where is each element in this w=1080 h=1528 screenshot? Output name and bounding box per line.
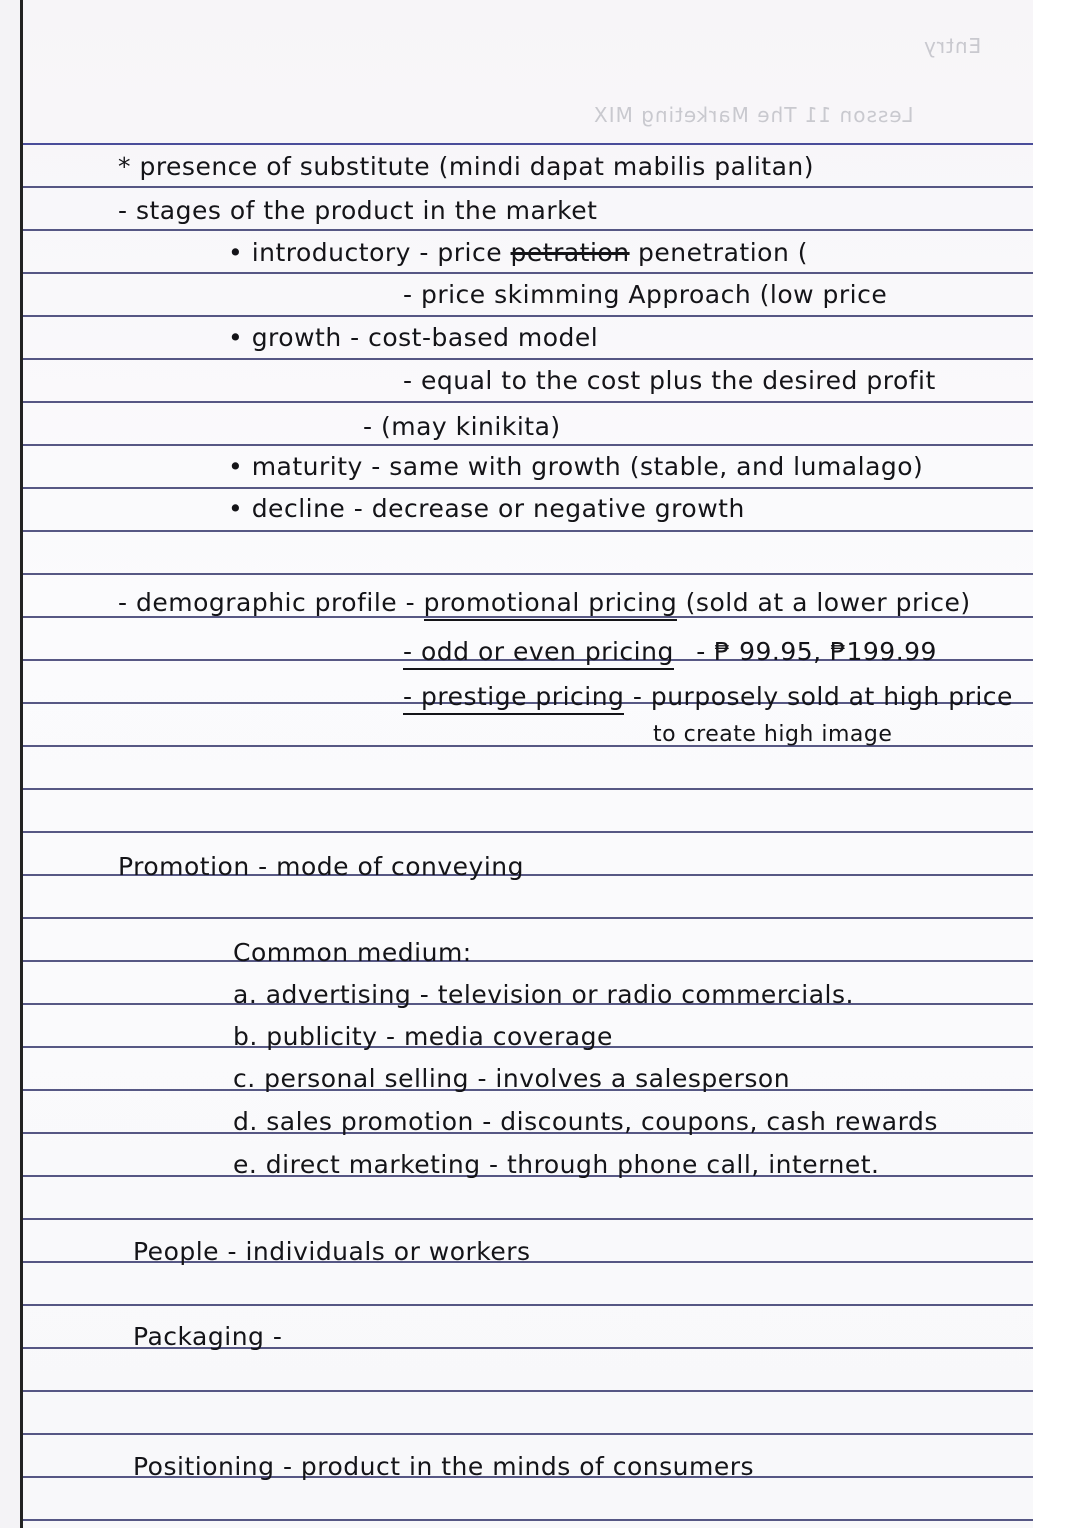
ruled-line xyxy=(23,917,1036,919)
note-line-maturity: • maturity - same with growth (stable, and lumalago) xyxy=(228,452,924,481)
ruled-line xyxy=(23,272,1036,274)
ruled-line xyxy=(23,143,1036,145)
note-line-kinikita: - (may kinikita) xyxy=(363,412,561,441)
ruled-line xyxy=(23,573,1036,575)
ruled-line xyxy=(23,229,1036,231)
note-heading-people: People - individuals or workers xyxy=(133,1237,531,1266)
ruled-line xyxy=(23,1433,1036,1435)
introductory-label: • introductory - price xyxy=(228,238,503,267)
note-line-advertising: a. advertising - television or radio commercials. xyxy=(233,980,854,1009)
bleed-through-corner: Entry xyxy=(923,34,982,58)
prestige-pricing-term: - prestige pricing xyxy=(403,682,624,715)
note-line-skimming: - price skimming Approach (low price xyxy=(403,280,888,309)
ruled-line xyxy=(23,530,1036,532)
note-line-stages: - stages of the product in the market xyxy=(118,196,598,225)
note-line-publicity: b. publicity - media coverage xyxy=(233,1022,613,1051)
note-line-sales-promotion: d. sales promotion - discounts, coupons, cash rewards xyxy=(233,1107,938,1136)
note-heading-packaging: Packaging - xyxy=(133,1322,283,1351)
ruled-line xyxy=(23,960,1036,962)
note-line-growth: • growth - cost-based model xyxy=(228,323,599,352)
ruled-line xyxy=(23,788,1036,790)
promotional-pricing-desc: (sold at a lower price) xyxy=(685,588,971,617)
ruled-line xyxy=(23,401,1036,403)
ruled-line xyxy=(23,831,1036,833)
note-heading-promotion: Promotion - mode of conveying xyxy=(118,852,525,881)
note-line-introductory xyxy=(228,238,808,267)
note-line-cost-plus: - equal to the cost plus the desired profit xyxy=(403,366,936,395)
ruled-line xyxy=(23,358,1036,360)
odd-even-pricing-term: - odd or even pricing xyxy=(403,637,674,670)
background-edge xyxy=(1033,0,1080,1528)
demographic-label: - demographic profile - xyxy=(118,588,416,617)
notebook-page xyxy=(20,0,1036,1528)
note-line-demographic xyxy=(118,588,971,617)
ruled-line xyxy=(23,1218,1036,1220)
ruled-line xyxy=(23,1519,1036,1521)
ruled-line xyxy=(23,444,1036,446)
prestige-pricing-desc: - purposely sold at high price xyxy=(632,682,1013,711)
promotional-pricing-term: promotional pricing xyxy=(424,588,678,621)
note-heading-positioning: Positioning - product in the minds of consumers xyxy=(133,1452,755,1481)
penetration-label: penetration ( xyxy=(638,238,808,267)
note-line-substitute: * presence of substitute (mindi dapat mabilis palitan) xyxy=(118,152,815,181)
note-line-odd-even xyxy=(403,637,937,666)
ruled-line xyxy=(23,1304,1036,1306)
note-line-personal-selling: c. personal selling - involves a salesperson xyxy=(233,1064,791,1093)
note-line-high-image: to create high image xyxy=(653,722,893,747)
ruled-line xyxy=(23,315,1036,317)
odd-even-example: - ₱ 99.95, ₱199.99 xyxy=(696,637,937,666)
crossed-out-word: petration xyxy=(510,238,630,267)
note-line-decline: • decline - decrease or negative growth xyxy=(228,494,745,523)
note-line-prestige xyxy=(403,682,1013,711)
ruled-line xyxy=(23,1390,1036,1392)
bleed-through-heading: Lesson 11 The Marketing MIX xyxy=(593,103,914,127)
ruled-line xyxy=(23,186,1036,188)
note-line-common-medium: Common medium: xyxy=(233,938,472,967)
ruled-line xyxy=(23,487,1036,489)
note-line-direct-marketing: e. direct marketing - through phone call, internet. xyxy=(233,1150,880,1179)
